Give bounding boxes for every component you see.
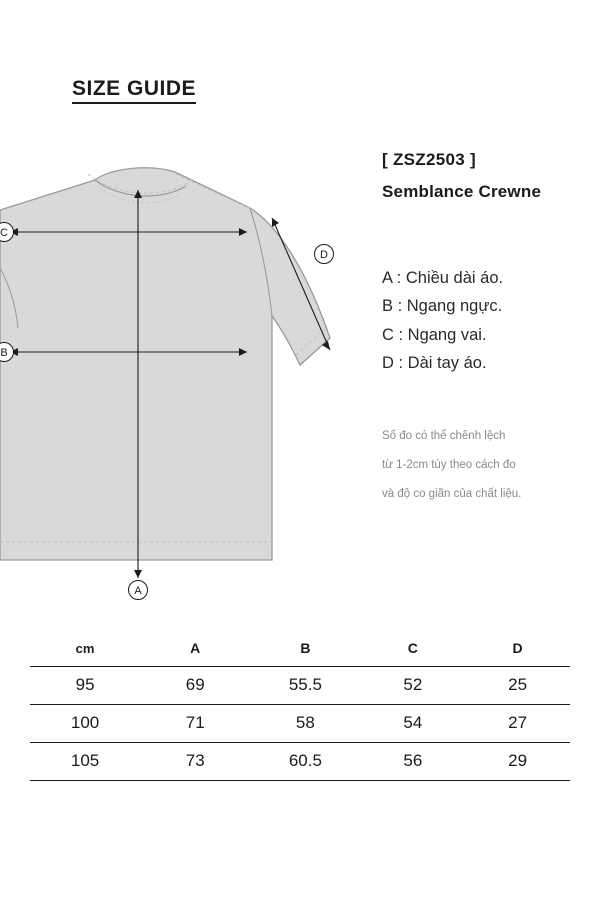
product-name: Semblance Crewne [382,182,542,201]
cell-b: 55.5 [250,667,360,705]
svg-text:A: A [134,585,142,597]
table-row [30,667,570,705]
shirt-technical-drawing-svg [0,150,360,620]
table-row [30,705,570,743]
header-a: A [190,640,201,656]
note-line-3: và độ co giãn của chất liệu. [382,488,522,501]
cell-a: 69 [140,667,250,705]
legend-item-d: D : Dài tay áo. [382,354,487,373]
cell-c: 54 [360,705,465,743]
cell-b: 58 [250,705,360,743]
note-line-1: Số đo có thể chênh lệch [382,429,506,442]
product-info-panel [382,150,600,509]
marker-a [129,581,148,600]
header-c: C [407,640,418,656]
size-table-head [30,636,570,667]
measurement-note [382,422,600,510]
legend-item-b: B : Ngang ngực. [382,297,503,316]
cell-size: 95 [30,667,140,705]
size-table-wrap [30,636,570,781]
cell-a: 71 [140,705,250,743]
svg-text:D: D [320,249,328,261]
measurement-legend [382,264,600,378]
svg-text:C: C [0,227,8,239]
header-b: B [300,640,311,656]
header-d: D [512,640,523,656]
cell-b: 60.5 [250,743,360,781]
cell-d: 25 [465,667,570,705]
note-line-2: từ 1-2cm tùy theo cách đo [382,458,516,471]
page-title: SIZE GUIDE [72,78,196,104]
cell-size: 105 [30,743,140,781]
cell-size: 100 [30,705,140,743]
cell-c: 52 [360,667,465,705]
shirt-body-shape [0,168,330,560]
cell-d: 29 [465,743,570,781]
size-table-body [30,667,570,781]
cell-a: 73 [140,743,250,781]
cell-d: 27 [465,705,570,743]
size-table [30,636,570,781]
table-header-row [30,636,570,667]
header-unit: cm [75,640,95,656]
svg-text:B: B [0,347,8,359]
shirt-diagram [0,150,360,620]
legend-item-a: A : Chiều dài áo. [382,269,504,287]
marker-d [315,245,334,264]
cell-c: 56 [360,743,465,781]
legend-item-c: C : Ngang vai. [382,325,487,344]
product-code: [ ZSZ2503 ] [382,150,476,169]
table-row [30,743,570,781]
